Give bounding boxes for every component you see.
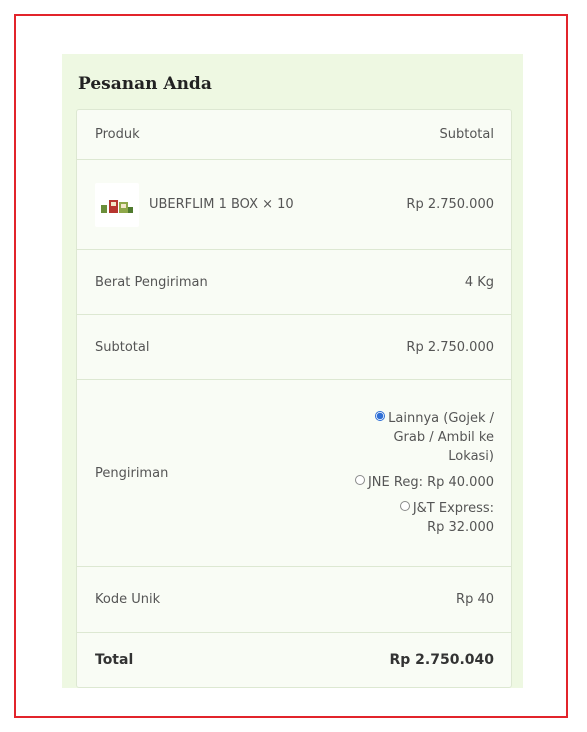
unique-code-row	[77, 567, 511, 633]
product-image-icon	[100, 196, 134, 214]
radio-icon[interactable]	[400, 501, 410, 511]
shipping-option-jnt[interactable]	[384, 499, 494, 537]
shipping-option-other[interactable]	[344, 409, 494, 466]
column-product: Produk	[95, 127, 140, 142]
shipping-option-jne[interactable]	[344, 473, 494, 492]
subtotal-label: Subtotal	[95, 339, 150, 355]
product-thumbnail	[95, 183, 139, 227]
shipping-options	[344, 409, 494, 537]
radio-icon[interactable]	[355, 475, 365, 485]
unique-code-label: Kode Unik	[95, 592, 161, 607]
shipping-weight-value: 4 Kg	[464, 274, 494, 290]
total-value: Rp 2.750.040	[389, 652, 494, 668]
shipping-option-label: J&T Express: Rp 32.000	[412, 501, 494, 535]
subtotal-row	[77, 315, 511, 380]
order-table	[76, 109, 512, 688]
shipping-row	[77, 380, 511, 567]
order-heading: Pesanan Anda	[78, 74, 212, 94]
product-subtotal: Rp 2.750.000	[406, 197, 494, 212]
shipping-label: Pengiriman	[95, 465, 169, 481]
shipping-weight-row	[77, 250, 511, 315]
shipping-option-label: JNE Reg: Rp 40.000	[367, 475, 494, 490]
total-row	[77, 633, 511, 687]
product-info	[95, 183, 294, 227]
shipping-option-label: Lainnya (Gojek / Grab / Ambil ke Lokasi)	[388, 411, 494, 464]
product-name: UBERFLIM 1 BOX × 10	[149, 197, 294, 212]
column-subtotal: Subtotal	[439, 127, 494, 142]
shipping-weight-label: Berat Pengiriman	[95, 274, 208, 290]
radio-selected-icon[interactable]	[375, 411, 385, 421]
table-header	[77, 110, 511, 160]
subtotal-value: Rp 2.750.000	[406, 339, 494, 355]
unique-code-value: Rp 40	[456, 592, 494, 607]
total-label: Total	[95, 652, 134, 668]
product-row	[77, 160, 511, 250]
